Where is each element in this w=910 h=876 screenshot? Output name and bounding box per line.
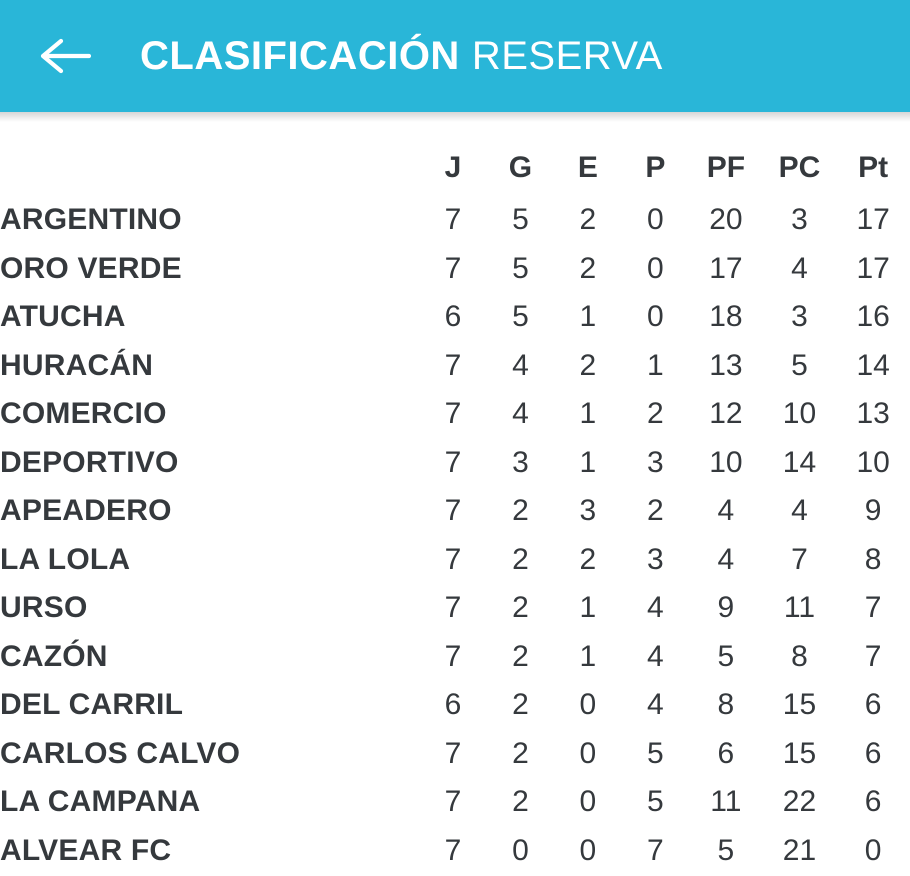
table-row[interactable] xyxy=(0,778,910,827)
stat-pc: 14 xyxy=(782,445,817,479)
stat-pf: 13 xyxy=(709,348,743,382)
stat-g: 2 xyxy=(512,542,529,576)
team-name: ATUCHA xyxy=(0,300,126,334)
stat-pf: 4 xyxy=(717,494,735,528)
stat-j: 7 xyxy=(444,203,462,237)
stat-pt: 6 xyxy=(864,688,882,722)
stat-pc: 8 xyxy=(791,639,808,673)
stat-e: 2 xyxy=(579,348,597,382)
team-name: URSO xyxy=(0,591,88,625)
stat-g: 5 xyxy=(512,251,529,285)
stat-j: 7 xyxy=(444,445,462,479)
stat-pc: 21 xyxy=(782,833,817,867)
stat-p: 2 xyxy=(647,494,664,528)
standings-container xyxy=(0,122,910,875)
stat-pt: 17 xyxy=(856,251,890,285)
stat-g: 2 xyxy=(512,591,529,625)
team-name: CAZÓN xyxy=(0,639,108,673)
stat-g: 2 xyxy=(512,688,529,722)
column-header-pt: Pt xyxy=(858,151,889,184)
table-row[interactable] xyxy=(0,487,910,536)
stat-pt: 6 xyxy=(864,785,882,819)
table-row[interactable] xyxy=(0,681,910,730)
column-header-pf: PF xyxy=(706,151,746,184)
team-name: CARLOS CALVO xyxy=(0,736,241,770)
stat-e: 3 xyxy=(579,494,597,528)
stat-pt: 16 xyxy=(856,300,890,334)
stat-p: 4 xyxy=(647,591,664,625)
table-row[interactable] xyxy=(0,293,910,342)
table-row[interactable] xyxy=(0,536,910,585)
standings-table xyxy=(0,140,910,875)
stat-pf: 8 xyxy=(717,688,735,722)
table-row[interactable] xyxy=(0,439,910,488)
table-row[interactable] xyxy=(0,633,910,682)
back-button[interactable] xyxy=(34,25,96,87)
team-name: ORO VERDE xyxy=(0,251,182,285)
stat-pc: 10 xyxy=(782,397,817,431)
stat-p: 3 xyxy=(647,445,664,479)
stat-pt: 6 xyxy=(864,736,882,770)
back-arrow-icon xyxy=(39,37,91,75)
stat-pt: 8 xyxy=(864,542,882,576)
stat-pc: 15 xyxy=(782,736,817,770)
stat-p: 3 xyxy=(647,542,664,576)
stat-pf: 10 xyxy=(709,445,743,479)
team-name: LA CAMPANA xyxy=(0,785,201,819)
stat-pt: 17 xyxy=(856,203,890,237)
stat-p: 5 xyxy=(647,736,664,770)
stat-pc: 3 xyxy=(791,300,808,334)
stat-e: 1 xyxy=(579,639,597,673)
stat-g: 4 xyxy=(512,397,529,431)
team-name: ARGENTINO xyxy=(0,203,182,237)
stat-j: 7 xyxy=(444,348,462,382)
stat-g: 5 xyxy=(512,300,529,334)
table-header-row xyxy=(0,140,910,196)
table-row[interactable] xyxy=(0,196,910,245)
stat-p: 1 xyxy=(647,348,664,382)
stat-j: 7 xyxy=(444,397,462,431)
column-header-p: P xyxy=(645,151,666,184)
team-name: DEPORTIVO xyxy=(0,445,179,479)
stat-pf: 20 xyxy=(709,203,743,237)
stat-e: 2 xyxy=(579,542,597,576)
column-header-g: G xyxy=(508,151,533,184)
stat-j: 6 xyxy=(444,300,462,334)
team-name: LA LOLA xyxy=(0,542,131,576)
stat-p: 4 xyxy=(647,639,664,673)
stat-pf: 4 xyxy=(717,542,735,576)
stat-pt: 14 xyxy=(856,348,890,382)
column-header-pc: PC xyxy=(778,151,821,184)
stat-g: 2 xyxy=(512,785,529,819)
table-row[interactable] xyxy=(0,245,910,294)
stat-pt: 7 xyxy=(864,639,882,673)
app-bar-shadow xyxy=(0,112,910,122)
table-row[interactable] xyxy=(0,342,910,391)
column-header-j: J xyxy=(444,151,462,184)
stat-g: 2 xyxy=(512,494,529,528)
stat-p: 5 xyxy=(647,785,664,819)
app-bar xyxy=(0,0,910,112)
table-row[interactable] xyxy=(0,390,910,439)
stat-j: 7 xyxy=(444,833,462,867)
stat-g: 5 xyxy=(512,203,529,237)
stat-p: 7 xyxy=(647,833,664,867)
stat-p: 0 xyxy=(647,251,664,285)
column-header-team xyxy=(0,140,419,196)
stat-pc: 4 xyxy=(791,251,808,285)
column-header-e: E xyxy=(577,151,598,184)
stat-g: 3 xyxy=(512,445,529,479)
stat-pt: 9 xyxy=(864,494,882,528)
stat-g: 0 xyxy=(512,833,529,867)
stat-g: 4 xyxy=(512,348,529,382)
stat-e: 1 xyxy=(579,591,597,625)
stat-pt: 10 xyxy=(856,445,890,479)
table-row[interactable] xyxy=(0,730,910,779)
stat-pf: 12 xyxy=(709,397,743,431)
stat-e: 0 xyxy=(579,785,597,819)
stat-j: 7 xyxy=(444,736,462,770)
team-name: HURACÁN xyxy=(0,348,154,382)
stat-j: 7 xyxy=(444,251,462,285)
page-title-strong: CLASIFICACIÓN xyxy=(140,34,460,78)
stat-p: 4 xyxy=(647,688,664,722)
stat-pc: 5 xyxy=(791,348,808,382)
stat-e: 2 xyxy=(579,203,597,237)
stat-j: 7 xyxy=(444,591,462,625)
stat-p: 2 xyxy=(647,397,664,431)
team-name: ALVEAR FC xyxy=(0,833,172,867)
stat-pt: 13 xyxy=(856,397,890,431)
stat-pf: 5 xyxy=(717,639,735,673)
stat-pc: 7 xyxy=(791,542,808,576)
team-name: DEL CARRIL xyxy=(0,688,184,722)
standings-body xyxy=(0,196,910,875)
stat-pc: 22 xyxy=(782,785,817,819)
stat-e: 0 xyxy=(579,833,597,867)
stat-j: 6 xyxy=(444,688,462,722)
stat-e: 1 xyxy=(579,397,597,431)
stat-pf: 9 xyxy=(717,591,735,625)
stat-e: 0 xyxy=(579,688,597,722)
stat-pf: 5 xyxy=(717,833,735,867)
stat-e: 1 xyxy=(579,445,597,479)
stat-p: 0 xyxy=(647,300,664,334)
team-name: COMERCIO xyxy=(0,397,167,431)
page-title xyxy=(140,36,663,76)
stat-j: 7 xyxy=(444,639,462,673)
stat-e: 2 xyxy=(579,251,597,285)
table-row[interactable] xyxy=(0,827,910,876)
stat-j: 7 xyxy=(444,785,462,819)
stat-pt: 7 xyxy=(864,591,882,625)
stat-p: 0 xyxy=(647,203,664,237)
page-title-light: RESERVA xyxy=(471,34,663,78)
stat-pf: 11 xyxy=(710,785,742,819)
stat-pc: 3 xyxy=(791,203,808,237)
stat-pc: 4 xyxy=(791,494,808,528)
stat-pf: 17 xyxy=(709,251,743,285)
stat-pt: 0 xyxy=(864,833,882,867)
stat-j: 7 xyxy=(444,542,462,576)
stat-pf: 6 xyxy=(717,736,735,770)
stat-g: 2 xyxy=(512,639,529,673)
stat-e: 1 xyxy=(579,300,597,334)
stat-g: 2 xyxy=(512,736,529,770)
stat-pc: 15 xyxy=(782,688,817,722)
stat-j: 7 xyxy=(444,494,462,528)
stat-pc: 11 xyxy=(783,591,816,625)
stat-pf: 18 xyxy=(709,300,743,334)
stat-e: 0 xyxy=(579,736,597,770)
table-row[interactable] xyxy=(0,584,910,633)
team-name: APEADERO xyxy=(0,494,172,528)
